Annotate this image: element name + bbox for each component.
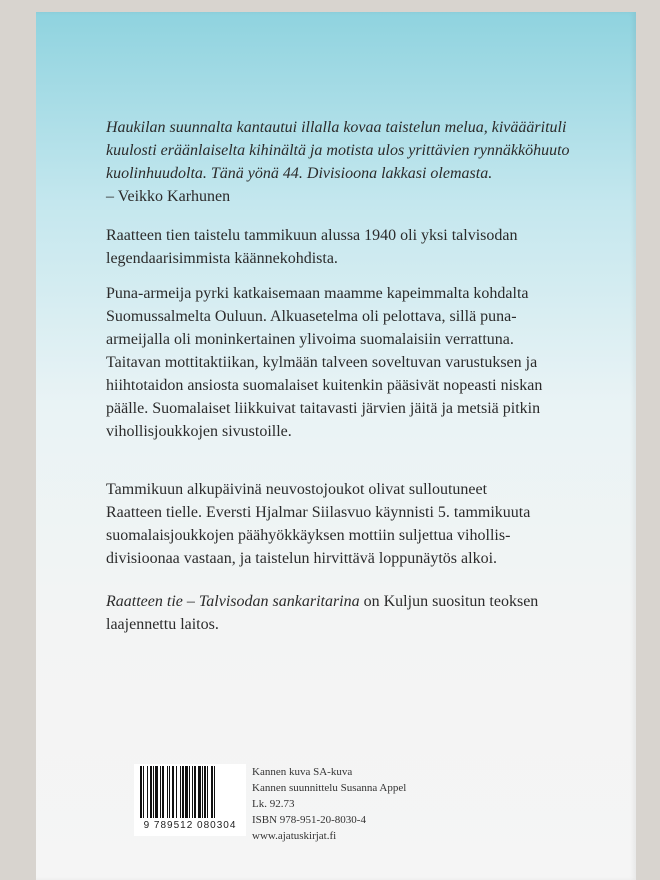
barcode-bar: [162, 766, 164, 818]
credits-block: [252, 764, 406, 844]
quote-line: kuulosti eräänlaiselta kihinältä ja motista ulos yrittävien rynnäkköhuuto: [106, 142, 570, 159]
barcode-bar: [147, 766, 148, 818]
barcode-bar: [143, 766, 144, 818]
barcode-bar: [180, 766, 181, 818]
barcode-bars: [136, 764, 244, 820]
paragraph-intro: [106, 224, 626, 270]
isbn: ISBN 978-951-20-8030-4: [252, 814, 366, 826]
barcode-bar: [155, 766, 158, 818]
barcode-bar: [160, 766, 161, 818]
barcode-bar: [172, 766, 174, 818]
barcode-bar: [167, 766, 168, 818]
text-line: päälle. Suomalaiset liikkuivat taitavasti järvien jäitä ja metsiä pitkin: [106, 400, 541, 417]
credit-line: Kannen kuva SA-kuva: [252, 766, 353, 778]
barcode-number: 9 789512 080304: [143, 820, 237, 831]
publisher-url: www.ajatuskirjat.fi: [252, 830, 337, 842]
quote-line: kuolinhuudolta. Tänä yönä 44. Divisioona lakkasi olemasta.: [106, 165, 493, 182]
barcode-bar: [150, 766, 152, 818]
text-fragment: on Kuljun suositun teoksen: [359, 593, 539, 610]
text-line: Raatteen tien taistelu tammikuun alussa 1940 oli yksi talvisodan: [106, 227, 518, 244]
barcode-bar: [194, 766, 196, 818]
credit-line: Kannen suunnittelu Susanna Appel: [252, 782, 407, 794]
quote-author: – Veikko Karhunen: [106, 188, 231, 205]
book-back-cover: [36, 12, 636, 880]
barcode-bar: [176, 766, 177, 818]
paragraph-january: [106, 478, 626, 570]
text-line: Raatteen tielle. Eversti Hjalmar Siilasvuo käynnisti 5. tammikuuta: [106, 504, 531, 521]
barcode-bar: [202, 766, 203, 818]
text-line: laajennettu laitos.: [106, 616, 219, 633]
barcode-bar: [182, 766, 184, 818]
text-line: vihollisjoukkojen sivustoille.: [106, 423, 292, 440]
text-line: hiihtotaidon ansiosta suomalaiset kuitenkin pääsivät nopeasti niskan: [106, 377, 543, 394]
barcode-bar: [207, 766, 208, 818]
barcode-bar: [192, 766, 193, 818]
paragraph-red-army: [106, 282, 626, 443]
text-line: Puna-armeija pyrki katkaisemaan maamme kapeimmalta kohdalta: [106, 285, 529, 302]
credit-line: Lk. 92.73: [252, 798, 295, 810]
quote-block: [106, 116, 626, 208]
text-line: Taitavan mottitaktiikan, kylmään talveen soveltuvan varustuksen ja: [106, 354, 538, 371]
text-line: armeijalla oli moninkertainen ylivoima suomalaisiin verrattuna.: [106, 331, 514, 348]
barcode: [134, 764, 246, 836]
text-line: legendaarisimmista käännekohdista.: [106, 250, 338, 267]
text-line: Tammikuun alkupäivinä neuvostojoukot olivat sulloutuneet: [106, 481, 488, 498]
barcode-bar: [153, 766, 154, 818]
paragraph-edition-note: [106, 590, 626, 636]
barcode-bar: [140, 766, 142, 818]
quote-line: Haukilan suunnalta kantautui illalla kovaa taistelun melua, kivääärituli: [106, 119, 567, 136]
text-line: divisioonaa vastaan, ja taistelun hirvittävä loppunäytös alkoi.: [106, 550, 498, 567]
barcode-bar: [214, 766, 215, 818]
barcode-bar: [204, 766, 206, 818]
text-line: suomalaisjoukkojen päähyökkäyksen mottiin suljettua vihollis-: [106, 527, 511, 544]
text-line: Suomussalmelta Ouluun. Alkuasetelma oli pelottava, sillä puna-: [106, 308, 517, 325]
barcode-bar: [211, 766, 213, 818]
barcode-bar: [169, 766, 170, 818]
text-line: [106, 590, 626, 613]
barcode-bar: [185, 766, 188, 818]
book-title: Raatteen tie – Talvisodan sankaritarina: [106, 593, 360, 610]
barcode-bar: [189, 766, 190, 818]
barcode-bar: [198, 766, 201, 818]
